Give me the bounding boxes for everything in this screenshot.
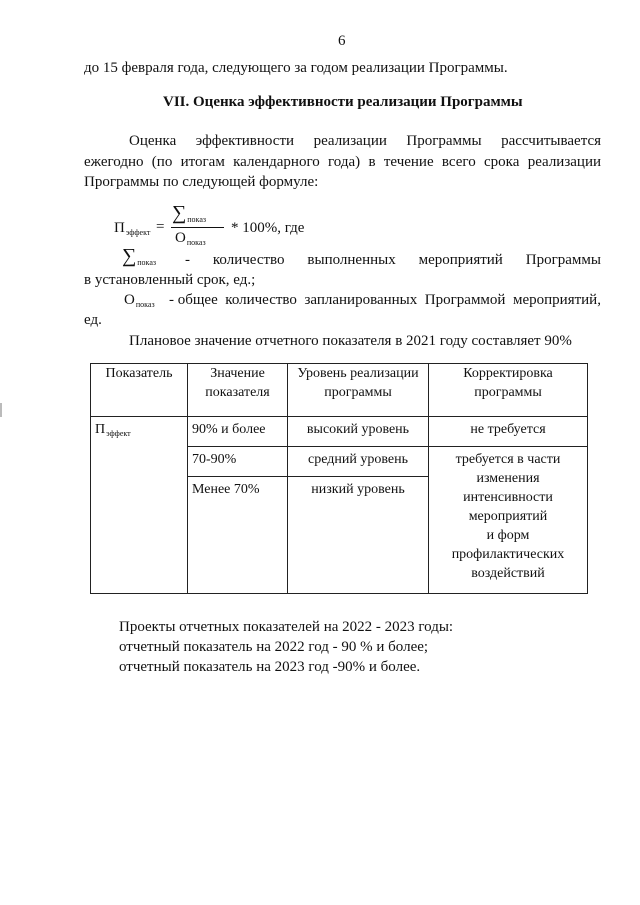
word: течение: [383, 154, 434, 170]
formula-num-sub: показ: [187, 215, 207, 224]
word: Оценка: [129, 133, 177, 149]
level-cell: [288, 477, 429, 594]
word: Программы: [525, 252, 601, 268]
formula-numerator: [172, 203, 206, 224]
word: эффективности: [195, 133, 295, 149]
o-def-sub: показ: [135, 300, 155, 309]
word: в: [368, 154, 376, 170]
formula-lhs: [114, 219, 150, 242]
sum-def-sub: показ: [137, 258, 157, 267]
table-header-row: [91, 364, 588, 417]
indicator-cell: [91, 417, 188, 594]
level-text: низкий уровень: [311, 482, 405, 497]
formula-lhs-sub: эффект: [125, 228, 151, 237]
correction-line: интенсивности: [463, 490, 553, 505]
indicator-letter: П: [95, 422, 106, 437]
plan-value-text: Плановое значение отчетного показателя в 2021 году составляет 90%: [129, 333, 572, 349]
sum-def-symbol: [122, 246, 156, 267]
word: срока: [484, 154, 520, 170]
value-text: 70-90%: [192, 452, 237, 467]
o-def-line-1: [169, 291, 601, 310]
word: запланированных: [304, 292, 418, 308]
page-number: 6: [338, 33, 346, 49]
word: (по: [151, 154, 173, 170]
correction-line: изменения: [476, 471, 540, 486]
word: рассчитывается: [501, 133, 601, 149]
word: календарного: [233, 154, 320, 170]
word: -: [185, 252, 190, 268]
correction-text-multiline: [429, 447, 587, 583]
formula-equals: =: [156, 219, 165, 235]
header-value: Значение показателя: [188, 364, 288, 417]
indicator-symbol: [91, 417, 187, 443]
header-indicator: Показатель: [91, 364, 188, 417]
formula-lhs-symbol: П: [114, 220, 125, 236]
table-row: [91, 417, 588, 447]
sum-symbol: ∑: [122, 245, 137, 267]
word: выполненных: [307, 252, 396, 268]
o-symbol: О: [124, 292, 135, 308]
level-cell: [288, 417, 429, 447]
projections-heading: Проекты отчетных показателей на 2022 - 2023 годы:: [119, 619, 454, 635]
scan-edge-mark: [0, 403, 2, 417]
word: реализации: [527, 154, 601, 170]
indicator-sub: эффект: [106, 429, 131, 438]
correction-cell: [429, 417, 588, 447]
correction-line: требуется в части: [455, 452, 561, 467]
formula-denominator: [175, 229, 206, 252]
sum-symbol: ∑: [172, 202, 187, 224]
word: количество: [225, 292, 297, 308]
paragraph-line-2: [84, 153, 601, 172]
header-level: Уровень реализации программы: [288, 364, 429, 417]
formula-den-symbol: О: [175, 230, 186, 246]
level-cell: [288, 447, 429, 477]
value-text: 90% и более: [192, 422, 266, 437]
level-text: высокий уровень: [306, 422, 410, 437]
word: ежегодно: [84, 154, 144, 170]
correction-text: не требуется: [470, 422, 546, 437]
value-cell: [188, 447, 288, 477]
sum-def-line-2: в установленный срок, ед.;: [84, 272, 256, 288]
header-correction: Корректировка программы: [429, 364, 588, 417]
sum-def-line-1: [185, 251, 601, 270]
intro-line: до 15 февраля года, следующего за годом реализации Программы.: [84, 60, 508, 76]
o-def-symbol: [124, 291, 155, 314]
correction-line: воздействий: [471, 566, 545, 581]
word: - общее: [169, 292, 218, 308]
projection-2022: отчетный показатель на 2022 год - 90 % и более;: [119, 639, 429, 655]
level-text: средний уровень: [308, 452, 408, 467]
correction-cell: [429, 447, 588, 594]
word: всего: [441, 154, 476, 170]
o-def-line-2: ед.: [84, 312, 102, 328]
word: Программы: [406, 133, 482, 149]
paragraph-line-3: Программы по следующей формуле:: [84, 174, 319, 190]
word: итогам: [180, 154, 225, 170]
value-text: Менее 70%: [192, 482, 260, 497]
value-cell: [188, 417, 288, 447]
formula-den-sub: показ: [186, 238, 206, 247]
word: количество: [212, 252, 285, 268]
correction-line: и форм: [486, 528, 530, 543]
correction-line: профилактических: [451, 547, 565, 562]
value-cell: [188, 477, 288, 594]
word: мероприятий: [418, 252, 503, 268]
word: года): [328, 154, 361, 170]
paragraph-line-1: [129, 132, 601, 151]
word: реализации: [313, 133, 387, 149]
projection-2023: отчетный показатель на 2023 год -90% и более.: [119, 659, 421, 675]
fraction-line: [171, 227, 224, 228]
formula-tail: * 100%, где: [231, 220, 305, 236]
section-title: VII. Оценка эффективности реализации Программы: [163, 94, 523, 110]
word: Программой: [424, 292, 506, 308]
word: мероприятий,: [513, 292, 601, 308]
efficiency-table: [90, 363, 588, 594]
correction-line: мероприятий: [468, 509, 548, 524]
